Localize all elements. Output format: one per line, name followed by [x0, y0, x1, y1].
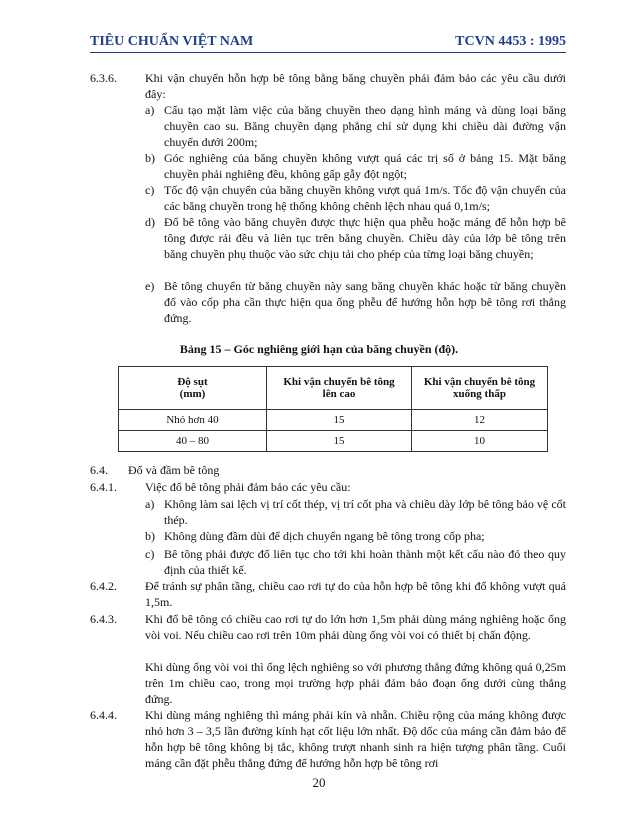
item-text-641-b: Không dùng đầm dùi để dịch chuyển ngang bê tông trong cốp pha; [164, 529, 485, 543]
item-label-636-a: a) [145, 103, 155, 117]
table-cell: 12 [412, 410, 548, 431]
table-header-row [119, 367, 548, 410]
table-row [119, 431, 548, 452]
section-number-643: 6.4.3. [90, 612, 117, 626]
table-cell: 10 [412, 431, 548, 452]
item-label-641-a: a) [145, 497, 155, 511]
section-641-intro: Việc đổ bê tông phải đảm bảo các yêu cầu: [145, 480, 351, 494]
header-slump-line1: Độ sụt [177, 376, 208, 388]
item-label-636-c: c) [145, 183, 155, 197]
header-downhill-line2: xuống thấp [453, 388, 506, 400]
section-643-text-1: Khi đổ bê tông có chiều cao rơi tự do lớn hơn 1,5m phải dùng máng nghiêng hoặc ống vòi voi. Nếu chiều cao rơi trên 10m phải dùng ống vòi voi có thiết bị chấn động. [145, 612, 566, 642]
header-uphill-line1: Khi vận chuyển bê tông [283, 376, 395, 388]
table-cell: 15 [267, 431, 412, 452]
item-text-641-c: Bê tông phải được đổ liên tục cho tới khi hoàn thành một kết cấu nào đó theo quy định của thiết kế. [164, 547, 566, 577]
standard-code: TCVN 4453 : 1995 [455, 34, 566, 49]
table-row [119, 410, 548, 431]
item-text-636-e: Bê tông chuyển từ băng chuyền này sang băng chuyền khác hoặc từ băng chuyền đổ vào cốp pha cần thực hiện qua ống phễu để hướng hỗn hợp bê tông rơi thẳng đứng. [164, 279, 566, 325]
section-64-title: Đổ và đầm bê tông [128, 463, 220, 477]
section-number-641: 6.4.1. [90, 480, 117, 494]
item-text-636-c: Tốc độ vận chuyển của băng chuyền không vượt quá 1m/s. Tốc độ vận chuyển của các băng chuyền trong hệ thống không chênh lệch nhau quá 0,1m/s; [164, 183, 566, 213]
header-slump-line2: (mm) [179, 388, 206, 400]
page-header [90, 28, 566, 53]
table-cell: 15 [267, 410, 412, 431]
standard-title: TIÊU CHUẨN VIỆT NAM [90, 34, 254, 49]
header-slump [119, 367, 267, 410]
item-text-641-a: Không làm sai lệch vị trí cốt thép, vị trí cốt pha và chiều dày lớp bê tông bảo vệ cốt thép. [164, 497, 566, 527]
header-downhill [412, 367, 548, 410]
section-636-intro: Khi vận chuyển hỗn hợp bê tông bằng băng chuyền phải đảm bảo các yêu cầu dưới đây: [145, 71, 566, 101]
header-uphill-line2: lên cao [322, 388, 356, 400]
section-number-642: 6.4.2. [90, 579, 117, 593]
page-number: 20 [312, 775, 326, 790]
section-number-644: 6.4.4. [90, 708, 117, 722]
item-label-636-e: e) [145, 279, 155, 293]
section-number-636: 6.3.6. [90, 71, 117, 85]
table-caption: Bảng 15 – Góc nghiêng giới hạn của băng chuyền (độ). [179, 342, 459, 356]
section-644-text: Khi dùng máng nghiêng thì máng phải kín và nhẵn. Chiều rộng của máng không được nhỏ hơn 3 – 3,5 lần đường kính hạt cốt liệu lớn nhất. Độ dốc của máng cần đảm bảo để hỗn hợp bê tông không bị tắc, không trượt nhanh sinh ra hiện tượng phân tầng. Cuối máng cần đặt phễu thẳng đứng để hướng hỗn hợp bê tông rơi [145, 708, 566, 770]
slope-limit-table [118, 366, 548, 452]
header-uphill [267, 367, 412, 410]
header-downhill-line1: Khi vận chuyển bê tông [423, 376, 536, 388]
table-cell: Nhỏ hơn 40 [119, 410, 267, 431]
item-label-636-b: b) [145, 151, 155, 165]
section-number-64: 6.4. [90, 463, 108, 477]
table-cell: 40 – 80 [119, 431, 267, 452]
section-643-text-2: Khi dùng ống vòi voi thì ống lệch nghiêng so với phương thẳng đứng không quá 0,25m trên 1m chiều cao, trong mọi trường hợp phải đảm bảo đoạn ống dưới cùng thẳng đứng. [145, 660, 566, 706]
item-label-641-b: b) [145, 529, 155, 543]
section-642-text: Để tránh sự phân tầng, chiều cao rơi tự do của hỗn hợp bê tông khi đổ không vượt quá 1,5m. [145, 579, 566, 609]
item-label-641-c: c) [145, 547, 155, 561]
item-label-636-d: d) [145, 215, 155, 229]
item-text-636-d: Đổ bê tông vào băng chuyền được thực hiện qua phễu hoặc máng để hỗn hợp bê tông được rải đều và liên tục trên băng chuyền. Chiều dày của lớp bê tông trên băng chuyền phụ thuộc vào sức chịu tải cho phép của từng loại băng chuyền; [164, 215, 566, 261]
item-text-636-b: Góc nghiêng của băng chuyền không vượt quá các trị số ở bảng 15. Mặt băng chuyền phải nghiêng đều, không gấp gẫy đột ngột; [164, 151, 566, 181]
item-text-636-a: Cấu tạo mặt làm việc của băng chuyền theo dạng hình máng và dùng loại băng chuyền cao su. Băng chuyền dạng phẳng chỉ sử dụng khi chiều dài đường vận chuyển dưới 200m; [164, 103, 566, 149]
